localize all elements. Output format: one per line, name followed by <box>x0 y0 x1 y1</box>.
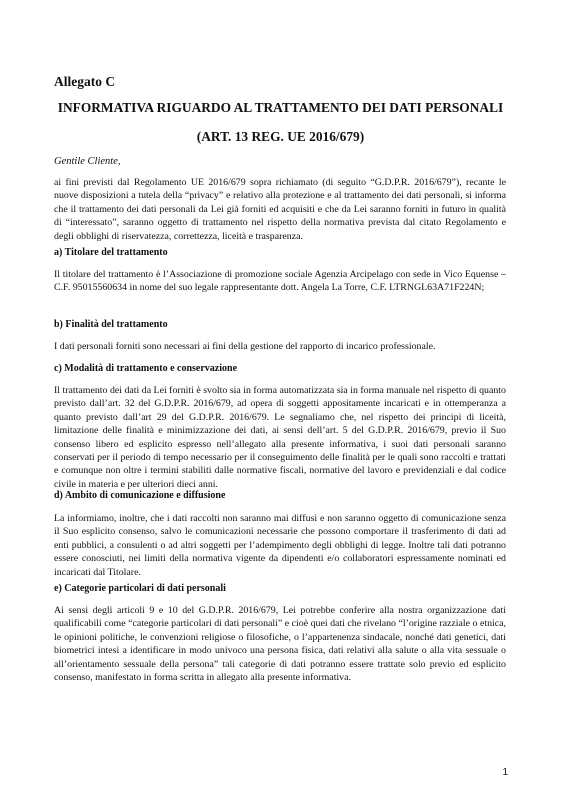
section-b-body: I dati personali forniti sono necessari ai fini della gestione del rapporto di incarico professionale. <box>54 341 436 352</box>
section-e-heading: e) Categorie particolari di dati personali <box>54 583 226 594</box>
section-e-body: Ai sensi degli articoli 9 e 10 del G.D.P.R. 2016/679, Lei potrebbe conferire alla nostra organizzazione dati qualificabili come “categorie particolari di dati personali” e cioè quei dati che rivelano “l’origine razziale o etnica, le opinioni politiche, le convenzioni religiose o filosofiche, o l’appartenenza sindacale, nonché dati genetici, dati biometrici intesi a identificare in modo univoco una persona fisica, dati relativi alla salute o alla vita sessuale o all’orientamento sessuale della persona” tali categorie di dati potranno essere trattate solo previo ed esplicito consenso, manifestato in forma scritta in allegato alla presente informativa. <box>54 605 506 684</box>
section-a-body: Il titolare del trattamento è l’Associazione di promozione sociale Agenzia Arcipelago con sede in Vico Equense – C.F. 95015560634 in nome del suo legale rappresentante dott. Angela La Torre, C.F. LTRNGL63A71F224N; <box>54 269 506 294</box>
section-c-heading: c) Modalità di trattamento e conservazione <box>54 363 238 374</box>
document-title: INFORMATIVA RIGUARDO AL TRATTAMENTO DEI DATI PERSONALI <box>57 100 504 115</box>
intro-paragraph: ai fini previsti dal Regolamento UE 2016/679 sopra richiamato (di seguito “G.D.P.R. 2016/679”), recante le nuove disposizioni a tutela della “privacy” e relativo alla protezione e al trattamento dei dati personali, si informa che il trattamento dei dati personali da Lei già forniti ed acquisiti e che da Lei saranno forniti in futuro in qualità di “interessato”, saranno oggetto di trattamento nel rispetto della normativa prevista dal citato Regolamento e degli obblighi di riservatezza, correttezza, liceità e trasparenza. <box>54 177 506 242</box>
annex-label: Allegato C <box>54 74 116 89</box>
document-subtitle: (ART. 13 REG. UE 2016/679) <box>196 129 365 144</box>
section-d-heading: d) Ambito di comunicazione e diffusione <box>54 490 226 501</box>
section-b-heading: b) Finalità del trattamento <box>54 319 168 330</box>
greeting: Gentile Cliente, <box>54 156 121 167</box>
section-a-heading: a) Titolare del trattamento <box>54 247 168 258</box>
section-c-body: Il trattamento dei dati da Lei forniti è svolto sia in forma automatizzata sia in forma manuale nel rispetto di quanto previsto dall’art. 32 del G.D.P.R. 2016/679, ad opera di soggetti appositamente incaricati e in ottemperanza a quanto previsto dall’art 29 del G.D.P.R. 2016/679. Le segnaliamo che, nel rispetto dei principi di liceità, limitazione delle finalità e minimizzazione dei dati, ai sensi dell’art. 5 del G.D.P.R. 2016/679, previo il Suo consenso libero ed esplicito espresso nell’allegato alla presente informativa, i suoi dati personali saranno conservati per il periodo di tempo necessario per il conseguimento delle finalità per le quali sono raccolti e trattati e comunque non oltre i termini stabiliti dalle normative fiscali, normative del lavoro e previdenziali e dal codice civile in materia e per ulteriori dieci anni. <box>54 385 506 490</box>
section-d-body: La informiamo, inoltre, che i dati raccolti non saranno mai diffusi e non saranno oggetto di comunicazione senza il Suo esplicito consenso, salvo le comunicazioni necessarie che possono comportare il trasferimento di dati ad enti pubblici, a consulenti o ad altri soggetti per l’adempimento degli obblighi di legge. Inoltre tali dati potranno essere conosciuti, nei limiti della normativa vigente da dipendenti e/o collaboratori espressamente nominati ed incaricati dal Titolare. <box>54 513 506 578</box>
page-number: 1 <box>502 767 508 778</box>
